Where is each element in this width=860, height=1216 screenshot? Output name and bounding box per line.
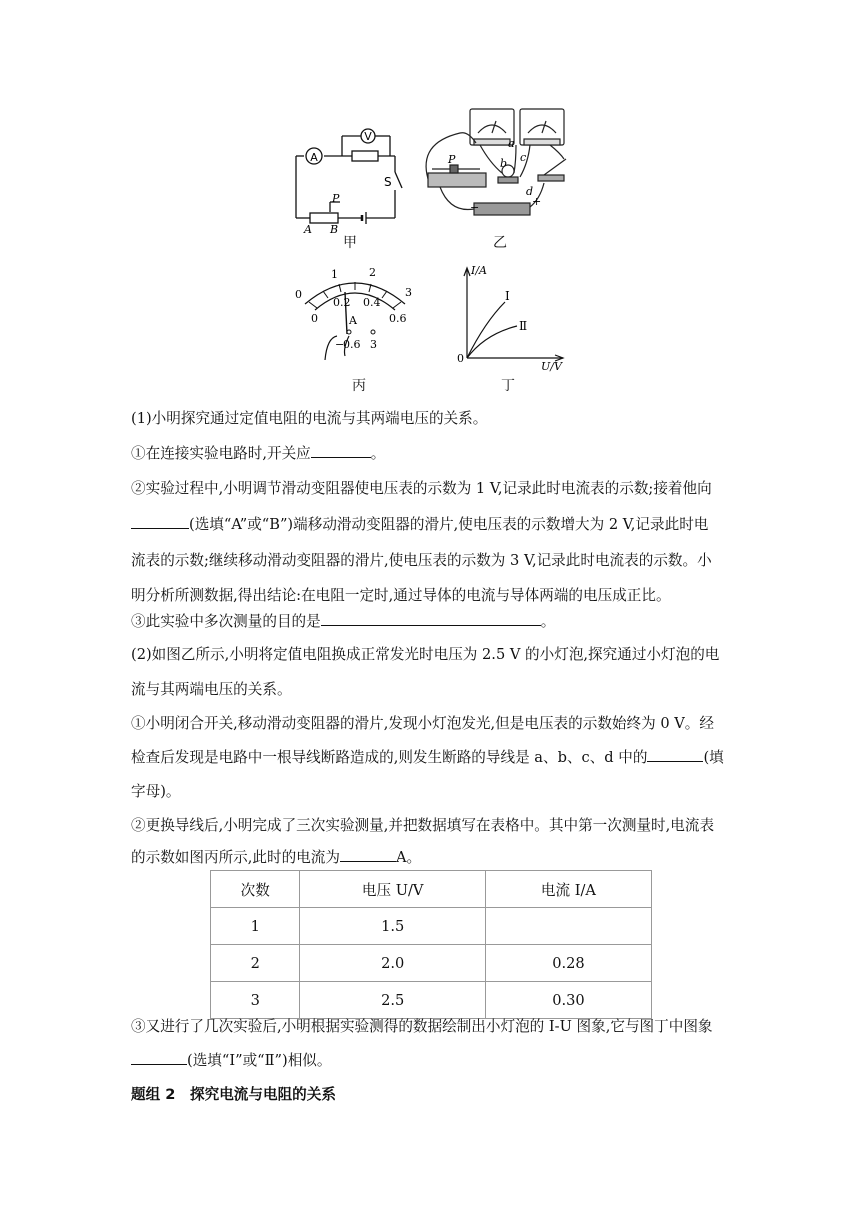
scale-inner-2: 0.4 xyxy=(363,296,381,309)
scale-inner-0: 0 xyxy=(311,312,318,325)
battery-plus: + xyxy=(532,195,542,208)
table-cell: 2 xyxy=(211,945,300,982)
scale-outer-2: 2 xyxy=(369,266,376,279)
wire-label-b: b xyxy=(500,157,508,170)
table-cell: 3 xyxy=(211,982,300,1019)
scale-outer-1: 1 xyxy=(331,268,338,281)
figure-ding-graph xyxy=(455,262,575,372)
q1-step2-line3: 流表的示数;继续移动滑动变阻器的滑片,使电压表的示数为 3 V,记录此时电流表的示数。小 xyxy=(131,552,712,569)
curve-label-II: Ⅱ xyxy=(519,319,528,333)
answer-blank-6[interactable] xyxy=(131,1050,187,1065)
q1-step2-line4: 明分析所测数据,得出结论:在电阻一定时,通过导体的电流与导体两端的电压成正比。 xyxy=(131,587,671,604)
curve-I xyxy=(467,302,505,358)
q2-step1-line2 xyxy=(131,746,724,767)
ammeter-label: A xyxy=(310,151,318,164)
caption-jia: 甲 xyxy=(343,235,357,251)
q2-step1-line2-post: (填 xyxy=(703,749,724,766)
table-row xyxy=(211,908,652,945)
q1-step3 xyxy=(131,610,555,631)
battery-minus: − xyxy=(470,201,480,214)
q2-step1-line2-pre: 检查后发现是电路中一根导线断路造成的,则发生断路的导线是 a、b、c、d 中的 xyxy=(131,749,648,766)
table-cell: 2.0 xyxy=(300,945,485,982)
end-label-A: A xyxy=(304,223,312,236)
ding-origin: 0 xyxy=(457,352,464,365)
table-header: 次数 xyxy=(211,871,300,908)
ding-ylabel: I/A xyxy=(471,264,487,277)
figure-bing-ammeter-dial xyxy=(285,262,425,372)
caption-ding: 丁 xyxy=(501,378,515,394)
section-heading: 题组 2 探究电流与电阻的关系 xyxy=(131,1086,336,1103)
answer-blank-2[interactable] xyxy=(131,514,189,529)
table-header: 电流 I/A xyxy=(485,871,651,908)
figure-jia-circuit xyxy=(290,120,420,236)
terminal-3: 3 xyxy=(370,338,377,351)
ding-xlabel: U/V xyxy=(541,360,562,373)
figures-area xyxy=(0,0,860,400)
table-header-row xyxy=(211,871,652,908)
table-cell: 0.28 xyxy=(485,945,651,982)
q2-line2: 流与其两端电压的关系。 xyxy=(131,681,292,698)
table-cell: 1.5 xyxy=(300,908,485,945)
wire-label-d: d xyxy=(526,185,534,198)
table-cell: 1 xyxy=(211,908,300,945)
caption-yi: 乙 xyxy=(493,235,507,251)
q1-step1-pre: ①在连接实验电路时,开关应 xyxy=(131,445,311,462)
table-cell: 0.30 xyxy=(485,982,651,1019)
end-label-B: B xyxy=(330,223,339,236)
scale-outer-0: 0 xyxy=(295,288,302,301)
curve-label-I: Ⅰ xyxy=(505,289,510,303)
figure-yi-apparatus xyxy=(420,103,580,223)
table-cell xyxy=(485,908,651,945)
answer-blank-4[interactable] xyxy=(647,747,703,762)
q1-step2-line2 xyxy=(131,513,708,534)
q2-line1: (2)如图乙所示,小明将定值电阻换成正常发光时电压为 2.5 V 的小灯泡,探究通过小灯泡的电 xyxy=(131,646,720,663)
q1-step1 xyxy=(131,442,385,463)
table-cell: 2.5 xyxy=(300,982,485,1019)
q2-step3-line2 xyxy=(131,1049,331,1070)
q2-step2-line2-post: A。 xyxy=(395,849,422,866)
q2-step3-line1: ③又进行了几次实验后,小明根据实验测得的数据绘制出小灯泡的 I-U 图象,它与图丁中图象 xyxy=(131,1018,713,1035)
wire-label-a: a xyxy=(508,137,515,150)
curve-II xyxy=(467,326,517,358)
apparatus-label-P: P xyxy=(448,153,456,166)
answer-blank-5[interactable] xyxy=(340,847,396,862)
dial-unit: A xyxy=(349,314,357,327)
q2-step3-line2-text: (选填“Ⅰ”或“Ⅱ”)相似。 xyxy=(187,1052,332,1069)
terminal-minus: − xyxy=(335,338,345,351)
scale-outer-3: 3 xyxy=(405,286,412,299)
q1-step2-line1: ②实验过程中,小明调节滑动变阻器使电压表的示数为 1 V,记录此时电流表的示数;接着他向 xyxy=(131,480,712,497)
table-header: 电压 U/V xyxy=(300,871,485,908)
wire-label-c: c xyxy=(520,151,527,164)
data-table xyxy=(210,870,652,1019)
answer-blank-1[interactable] xyxy=(311,443,371,458)
scale-inner-3: 0.6 xyxy=(389,312,407,325)
q1-title: (1)小明探究通过定值电阻的电流与其两端电压的关系。 xyxy=(131,410,488,427)
slider-label-P: P xyxy=(332,192,340,205)
table-row xyxy=(211,945,652,982)
q1-step1-post: 。 xyxy=(370,445,386,462)
q2-step1-line3: 字母)。 xyxy=(131,783,181,800)
q2-step2-line2-pre: 的示数如图丙所示,此时的电流为 xyxy=(131,849,340,866)
q1-step3-pre: ③此实验中多次测量的目的是 xyxy=(131,613,321,630)
q2-step1-line1: ①小明闭合开关,移动滑动变阻器的滑片,发现小灯泡发光,但是电压表的示数始终为 0 V。经 xyxy=(131,715,714,732)
q1-step3-post: 。 xyxy=(540,613,556,630)
answer-blank-3[interactable] xyxy=(321,611,541,626)
switch-label: S xyxy=(384,175,392,189)
q1-step2-line2-text: (选填“A”或“B”)端移动滑动变阻器的滑片,使电压表的示数增大为 2 V,记录此时电 xyxy=(189,516,709,533)
voltmeter-label: V xyxy=(364,130,372,143)
q2-step2-line2 xyxy=(131,846,421,867)
caption-bing: 丙 xyxy=(352,378,366,394)
table-row xyxy=(211,982,652,1019)
q2-step2-line1: ②更换导线后,小明完成了三次实验测量,并把数据填写在表格中。其中第一次测量时,电流表 xyxy=(131,817,715,834)
scale-inner-1: 0.2 xyxy=(333,296,351,309)
terminal-0.6: 0.6 xyxy=(343,338,361,351)
